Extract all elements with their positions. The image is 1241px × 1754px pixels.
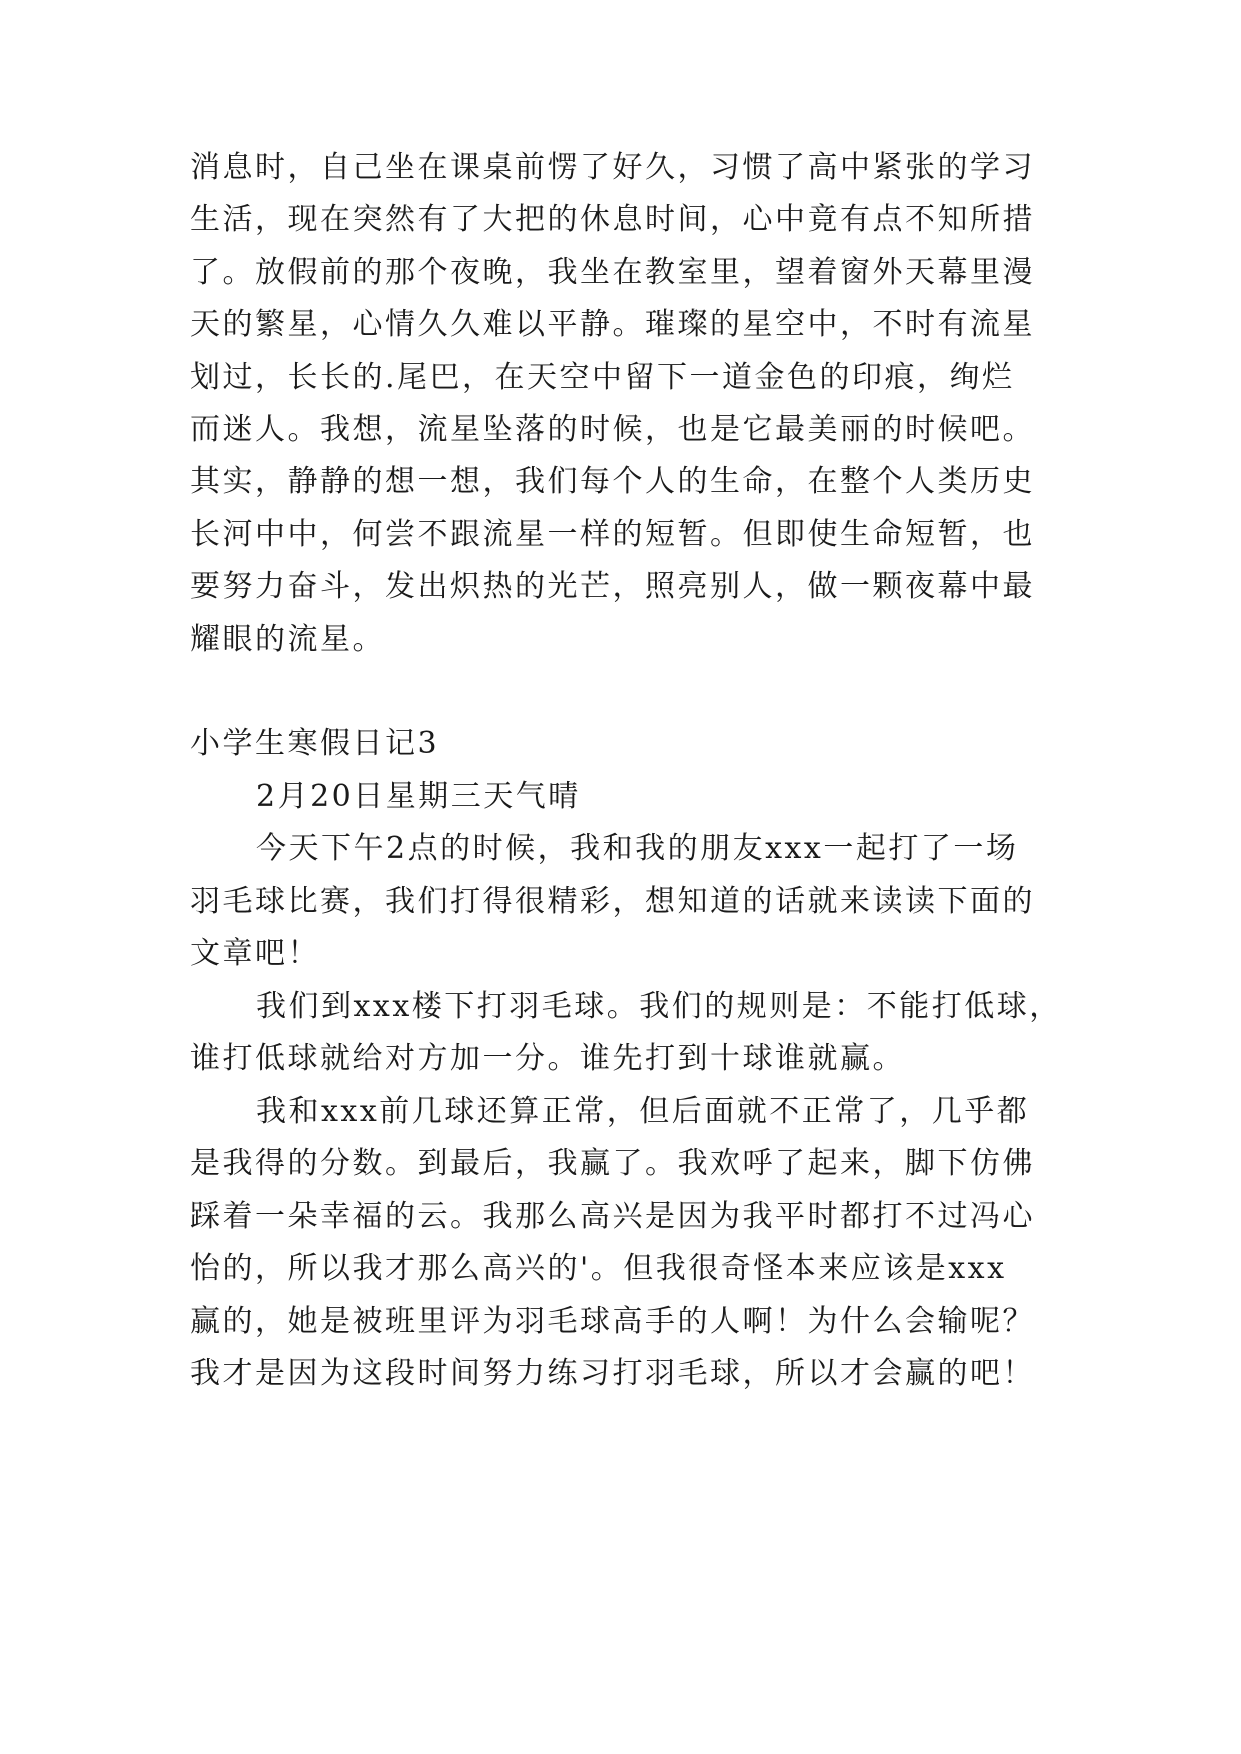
text-line: 羽毛球比赛，我们打得很精彩，想知道的话就来读读下面的 (190, 884, 1035, 919)
text-line: 消息时，自己坐在课桌前愣了好久，习惯了高中紧张的学习 (190, 150, 1035, 185)
text-line: 文章吧！ (190, 936, 320, 971)
text-line: 今天下午2点的时候，我和我的朋友xxx一起打了一场 (256, 831, 1019, 866)
text-line: 其实，静静的想一想，我们每个人的生命，在整个人类历史 (190, 464, 1035, 499)
section-title: 小学生寒假日记3 (190, 726, 440, 761)
text-line: 天的繁星，心情久久难以平静。璀璨的星空中，不时有流星 (190, 307, 1035, 342)
text-line: 长河中中，何尝不跟流星一样的短暂。但即使生命短暂，也 (190, 517, 1035, 552)
text-line: 了。放假前的那个夜晚，我坐在教室里，望着窗外天幕里漫 (190, 255, 1035, 290)
text-line: 踩着一朵幸福的云。我那么高兴是因为我平时都打不过冯心 (190, 1199, 1035, 1234)
text-line: 我和xxx前几球还算正常，但后面就不正常了，几乎都 (256, 1094, 1030, 1129)
diary-date: 2月20日星期三天气晴 (256, 779, 581, 814)
text-line: 我才是因为这段时间努力练习打羽毛球，所以才会赢的吧！ (190, 1356, 1035, 1391)
text-line: 要努力奋斗，发出炽热的光芒，照亮别人，做一颗夜幕中最 (190, 569, 1035, 604)
text-line: 谁打低球就给对方加一分。谁先打到十球谁就赢。 (190, 1041, 905, 1076)
text-line: 赢的，她是被班里评为羽毛球高手的人啊！为什么会输呢？ (190, 1304, 1035, 1339)
text-line: 而迷人。我想，流星坠落的时候，也是它最美丽的时候吧。 (190, 412, 1035, 447)
text-line: 我们到xxx楼下打羽毛球。我们的规则是：不能打低球， (256, 989, 1062, 1024)
text-line: 是我得的分数。到最后，我赢了。我欢呼了起来，脚下仿佛 (190, 1146, 1035, 1181)
text-line: 划过，长长的.尾巴，在天空中留下一道金色的印痕，绚烂 (190, 360, 1015, 395)
text-line: 生活，现在突然有了大把的休息时间，心中竟有点不知所措 (190, 202, 1035, 237)
text-line: 怡的，所以我才那么高兴的'。但我很奇怪本来应该是xxx (190, 1251, 1007, 1286)
text-line: 耀眼的流星。 (190, 622, 385, 657)
